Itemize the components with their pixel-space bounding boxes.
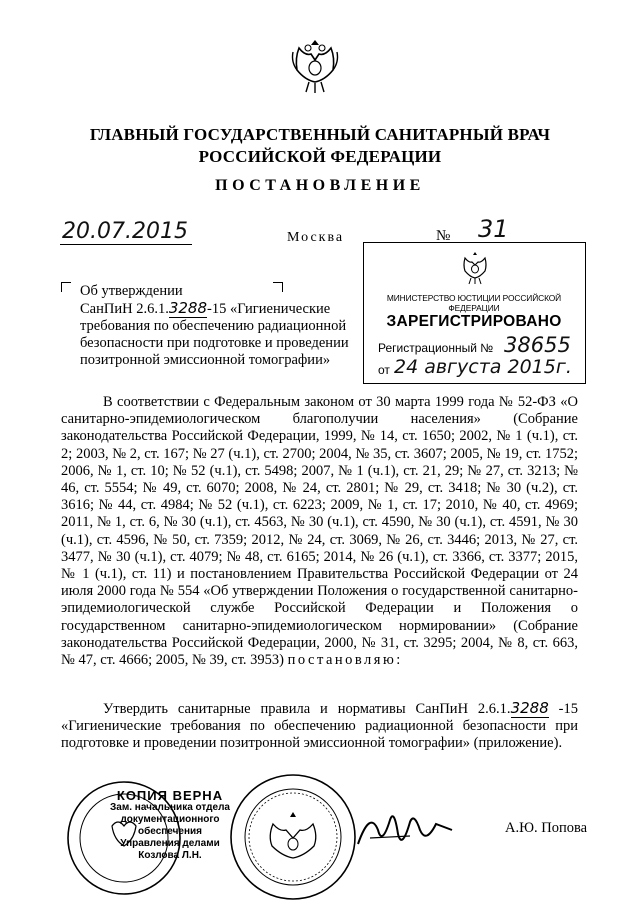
document-body — [61, 394, 578, 669]
stamp-from-date: 24 августа 2015г. — [394, 356, 572, 378]
document-date: 20.07.2015 — [60, 220, 192, 245]
copy-stamp-title: КОПИЯ ВЕРНА — [116, 788, 224, 803]
subject-sanpin-prefix: СанПиН 2.6.1. — [80, 301, 169, 317]
issuer-title — [0, 124, 640, 168]
issuer-title-line1: ГЛАВНЫЙ ГОСУДАРСТВЕННЫЙ САНИТАРНЫЙ ВРАЧ — [89, 125, 551, 144]
stamp-ministry: МИНИСТЕРСТВО ЮСТИЦИИ РОССИЙСКОЙ ФЕДЕРАЦИИ — [386, 293, 562, 313]
document-body-resolution — [61, 700, 578, 753]
subject-line1: Об утверждении — [80, 283, 183, 299]
document-number: 31 — [460, 216, 576, 243]
signatory-name: А.Ю. Попова — [505, 820, 588, 836]
copy-stamp-text — [90, 790, 250, 862]
issuer-title-line2: РОССИЙСКОЙ ФЕДЕРАЦИИ — [198, 147, 442, 166]
subject-line5: позитронной эмиссионной томографии» — [80, 352, 331, 368]
body-paragraph-1 — [61, 394, 578, 669]
document-subject — [80, 283, 370, 369]
body-paragraph-2 — [61, 700, 578, 753]
document-number-label: № — [436, 228, 451, 244]
russian-coat-of-arms-icon — [289, 36, 341, 96]
body-resolve-word: постановляю: — [287, 652, 403, 669]
stamp-registered: ЗАРЕГИСТРИРОВАНО — [386, 313, 562, 330]
registration-stamp — [363, 242, 586, 384]
copy-stamp-line4: Управления делами — [120, 838, 220, 849]
stamp-coat-of-arms-icon — [460, 251, 490, 285]
body-paragraph-2-prefix: Утвердить санитарные правила и нормативы СанПиН 2.6.1. — [103, 701, 511, 717]
subject-line2 — [80, 300, 370, 318]
subject-line4: безопасности при подготовке и проведении — [80, 335, 349, 351]
document-city: Москва — [287, 230, 345, 245]
copy-stamp-line3: документационного обеспечения — [120, 814, 220, 837]
copy-stamp-line2: Зам. начальника отдела — [110, 802, 230, 813]
stamp-reg-number: 38655 — [504, 333, 571, 357]
body-sanpin-number: 3288 — [510, 699, 549, 717]
body-paragraph-2-suffix: -15 «Гигиенические требования по обеспечению радиационной безопасности при подготовке и проведении позитронной эмиссионной томографии» (приложение). — [61, 701, 578, 752]
body-paragraph-1-text: В соответствии с Федеральным законом от 30 марта 1999 года № 52-ФЗ «О санитарно-эпидемиологическом благополучии населения» (Собрание законодательства Российской Федерации, 1999, № 14, ст. 1650; 2002, № 1 (ч.1), ст. 2; 2003, № 2, ст. 167; № 27 (ч.1), ст. 2700; 2004, № 35, ст. 3607; 2005, № 19, ст. 1752; 2006, № 1, ст. 10; № 52 (ч.1), ст. 5498; 2007, № 1 (ч.1), ст. 21, 29; № 27, ст. 3213; № 46, ст. 5554; № 49, ст. 6070; 2008, № 24, ст. 2801; № 29, ст. 3418; № 30 (ч.2), ст. 3616; № 44, ст. 4984; № 52 (ч.1), ст. 6223; 2009, № 1, ст. 17; 2010, № 40, ст. 4969; 2011, № 1, ст. 6, № 30 (ч.1), ст. 4563, № 30 (ч.1), ст. 4590, № 30 (ч.1), ст. 4591, № 30 (ч.1), ст. 4596, № 50, ст. 7359; 2012, № 24, ст. 3069, № 26, ст. 3446; 2013, № 27, ст. 3477, № 30 (ч.1), ст. 4079; № 48, ст. 6165; 2014, № 26 (ч.1), ст. 3366, ст. 3377; 2015, № 1 (ч.1), ст. 11) и постановлением Правительства Российской Федерации от 24 июля 2000 года № 554 «Об утверждении Положения о государственной санитарно-эпидемиологической службе Российской Федерации и Положения о государственном санитарно-эпидемиологическом нормировании» (Собрание законодательства Российской Федерации, 2000, № 31, ст. 3295; 2004, № 8, ст. 663, № 47, ст. 4666; 2005, № 39, ст. 3953) — [61, 394, 578, 669]
copy-stamp-line5: Козлова Л.Н. — [138, 850, 202, 861]
stamp-reg-number-label: Регистрационный № — [378, 341, 494, 355]
subject-sanpin-number: 3288 — [168, 299, 208, 317]
official-round-seal — [228, 772, 358, 902]
subject-line3: требования по обеспечению радиационной — [80, 318, 347, 334]
subject-sanpin-suffix: -15 «Гигиенические — [207, 301, 331, 317]
subject-bracket-left — [61, 282, 71, 292]
stamp-from-label: от — [378, 363, 390, 377]
document-type: ПОСТАНОВЛЕНИЕ — [215, 177, 425, 194]
signature-icon — [350, 800, 460, 860]
